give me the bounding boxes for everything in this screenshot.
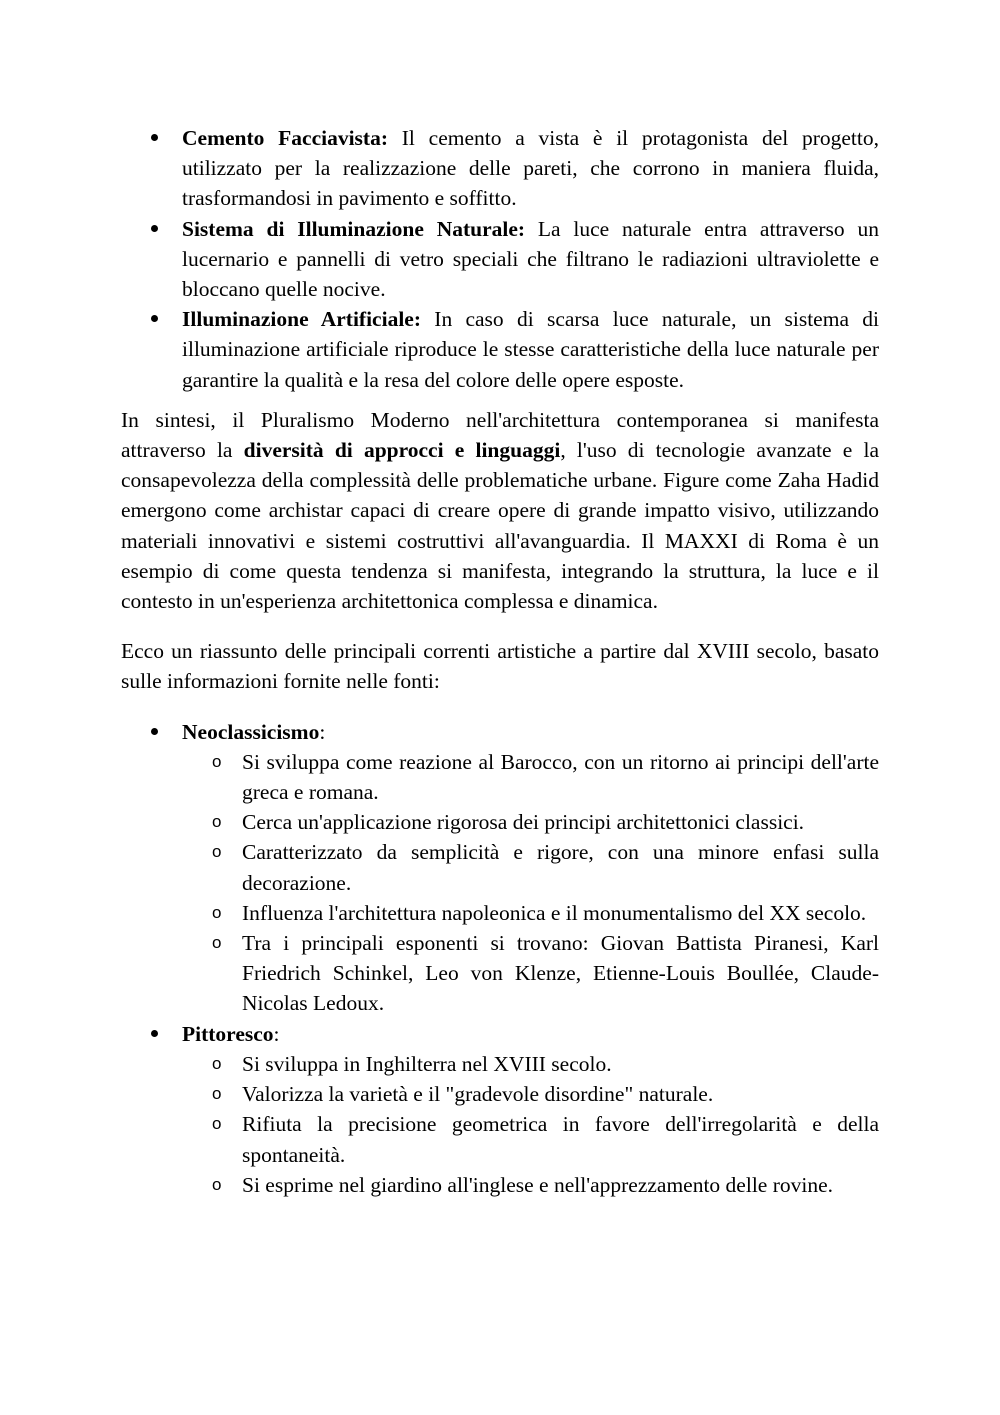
sub-list-item — [182, 1170, 879, 1200]
movement-item — [121, 717, 879, 1019]
movement-colon: : — [273, 1021, 280, 1046]
list-item — [121, 304, 879, 395]
point-text: Caratterizzato da semplicità e rigore, con una minore enfasi sulla decorazione. — [242, 840, 879, 895]
features-list — [121, 123, 879, 395]
movement-item — [121, 1019, 879, 1200]
feature-text: Il cemento a vista è il protagonista del progetto, utilizzato per la realizzazione delle pareti, che corrono in maniera fluida, trasformandosi in pavimento e soffitto. — [182, 126, 879, 211]
bullet-icon — [151, 717, 171, 747]
movements-list — [121, 717, 879, 1200]
bullet-icon — [151, 1019, 171, 1049]
list-item — [121, 123, 879, 214]
sub-list-item — [182, 837, 879, 897]
circle-bullet-icon: o — [212, 1174, 222, 1194]
bullet-icon — [151, 304, 171, 334]
circle-bullet-icon: o — [212, 1114, 222, 1134]
summary-paragraph — [121, 405, 879, 616]
feature-term: Sistema di Illuminazione Naturale: — [182, 216, 526, 241]
document-page — [121, 123, 879, 1200]
sub-list-item — [182, 747, 879, 807]
movement-points — [182, 747, 879, 1019]
sub-list-item — [182, 1109, 879, 1169]
summary-bold-phrase: diversità di approcci e linguaggi — [243, 438, 561, 463]
circle-bullet-icon: o — [212, 1053, 222, 1073]
summary-text-end: , l'uso di tecnologie avanzate e la consapevolezza della complessità delle problematiche urbane. Figure come Zaha Hadid emergono come archistar capaci di creare opere di grande impatto visivo, utilizzando materiali innovativi e sistemi costruttivi all'avanguardia. Il MAXXI di Roma è un esempio di come questa tendenza si manifesta, integrando la struttura, la luce e il contesto in un'esperienza architettonica complessa e dinamica. — [121, 438, 879, 614]
circle-bullet-icon: o — [212, 933, 222, 953]
movement-name: Neoclassicismo — [182, 719, 320, 744]
sub-list-item — [182, 1049, 879, 1079]
sub-list-item — [182, 1079, 879, 1109]
feature-text: La luce naturale entra attraverso un lucernario e pannelli di vetro speciali che filtrano le radiazioni ultraviolette e bloccano quelle nocive. — [182, 216, 879, 302]
bullet-icon — [151, 214, 171, 244]
movement-points — [182, 1049, 879, 1200]
movement-name: Pittoresco — [182, 1021, 274, 1046]
point-text: Si sviluppa come reazione al Barocco, con un ritorno ai principi dell'arte greca e romana. — [242, 749, 879, 805]
point-text: Tra i principali esponenti si trovano: Giovan Battista Piranesi, Karl Friedrich Schinkel, Leo von Klenze, Etienne-Louis Boullée, Claude-Nicolas Ledoux. — [242, 931, 879, 1016]
sub-list-item — [182, 928, 879, 1019]
circle-bullet-icon: o — [212, 842, 222, 862]
circle-bullet-icon: o — [212, 902, 222, 922]
movement-colon: : — [319, 719, 326, 744]
point-text: Si esprime nel giardino all'inglese e nell'apprezzamento delle rovine. — [242, 1172, 834, 1197]
intro-paragraph: Ecco un riassunto delle principali correnti artistiche a partire dal XVIII secolo, basato sulle informazioni fornite nelle fonti: — [121, 639, 879, 694]
point-text: Rifiuta la precisione geometrica in favore dell'irregolarità e della spontaneità. — [242, 1112, 879, 1167]
list-item — [121, 214, 879, 305]
sub-list-item — [182, 898, 879, 928]
circle-bullet-icon: o — [212, 812, 222, 832]
summary-text-start: In sintesi, il Pluralismo Moderno nell'architettura contemporanea si manifesta attraverso la — [121, 407, 879, 463]
feature-term: Cemento Facciavista: — [182, 126, 388, 150]
point-text: Cerca un'applicazione rigorosa dei principi architettonici classici. — [242, 810, 805, 835]
point-text: Influenza l'architettura napoleonica e il monumentalismo del XX secolo. — [242, 900, 867, 925]
sub-list-item — [182, 807, 879, 837]
feature-term: Illuminazione Artificiale: — [182, 307, 421, 332]
circle-bullet-icon: o — [212, 1084, 222, 1104]
bullet-icon — [151, 123, 171, 153]
feature-text: In caso di scarsa luce naturale, un sistema di illuminazione artificiale riproduce le stesse caratteristiche della luce naturale per garantire la qualità e la resa del colore delle opere esposte. — [182, 307, 879, 392]
circle-bullet-icon: o — [212, 751, 222, 771]
point-text: Si sviluppa in Inghilterra nel XVIII secolo. — [242, 1051, 612, 1076]
point-text: Valorizza la varietà e il "gradevole disordine" naturale. — [242, 1082, 714, 1107]
